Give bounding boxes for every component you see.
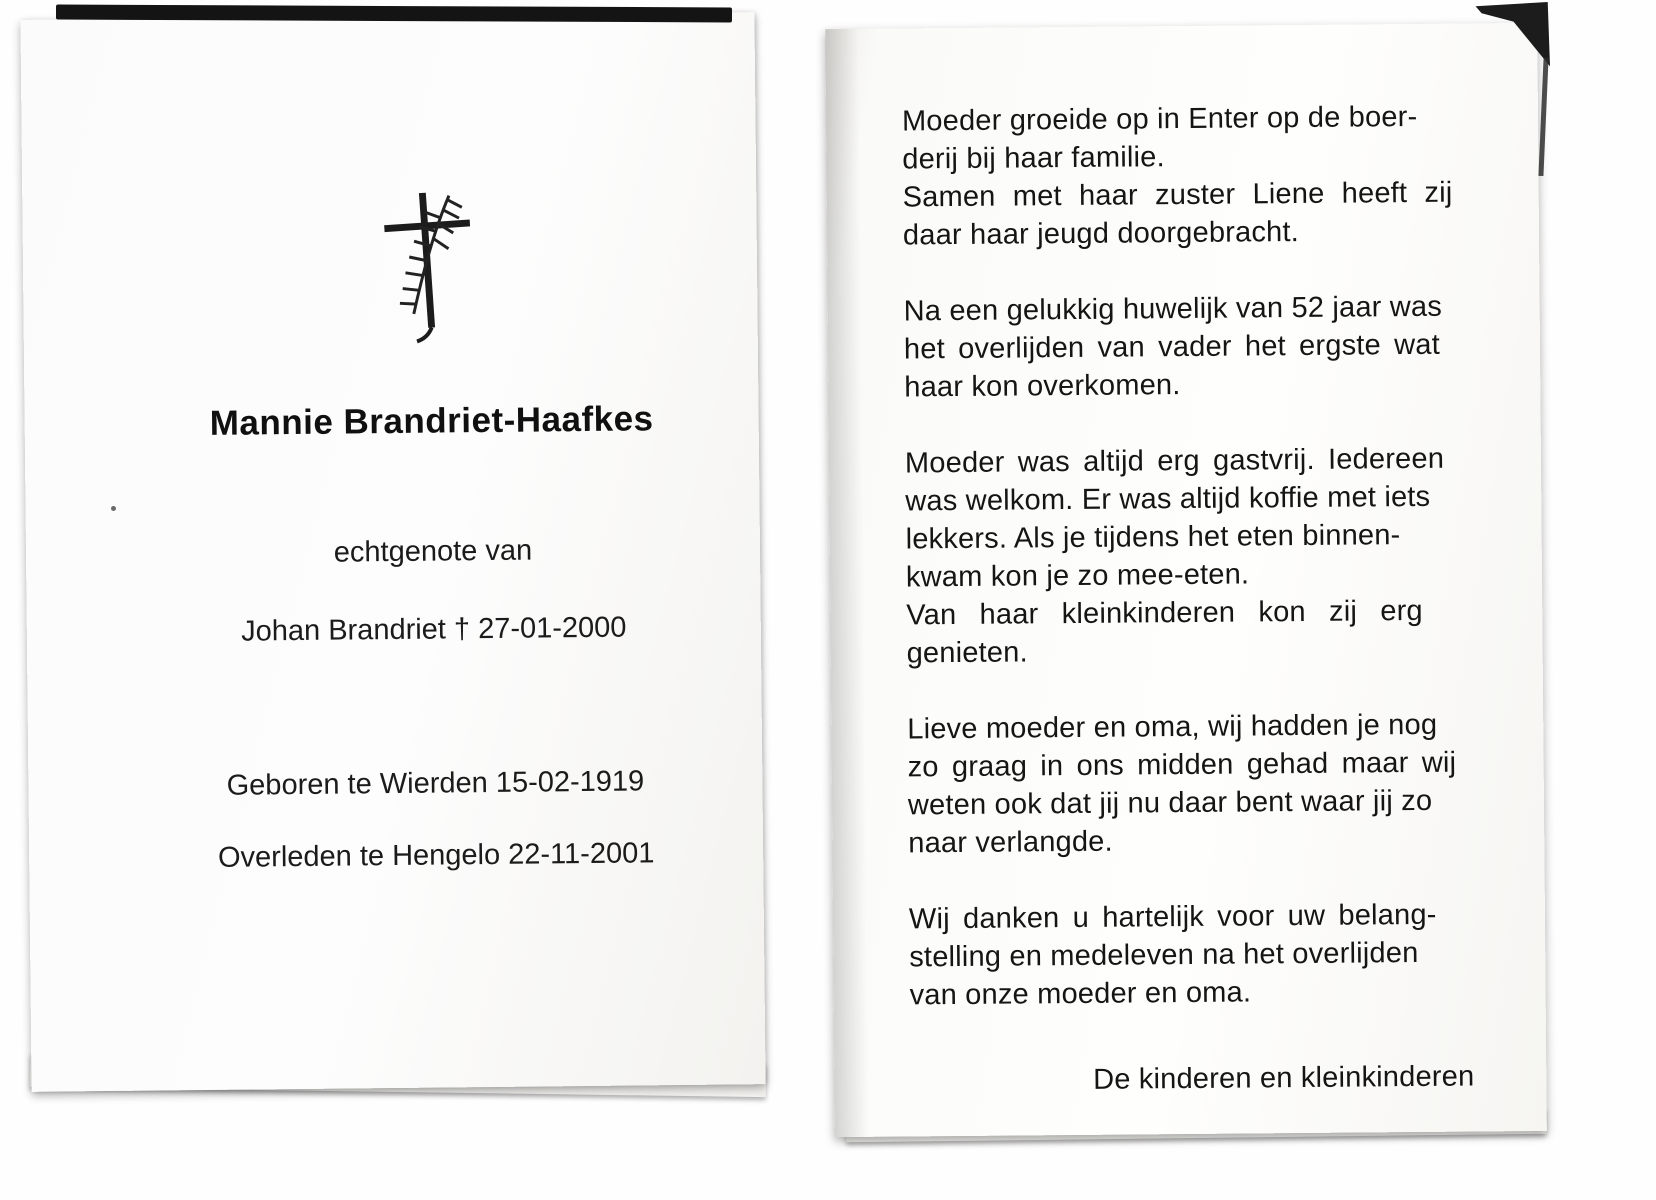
text-line: Van haar kleinkinderen kon zij erg xyxy=(906,594,1423,632)
text-line: Na een gelukkig huwelijk van 52 jaar was xyxy=(903,290,1443,328)
death-line: Overleden te Hengelo 22-11-2001 xyxy=(217,837,655,874)
paragraph-marriage xyxy=(903,288,1470,407)
text-line: derij bij haar familie. xyxy=(902,141,1165,176)
text-line: het overlijden van vader het ergste wat xyxy=(903,328,1441,366)
relation-line: echtgenote van xyxy=(333,534,533,569)
birth-line: Geboren te Wierden 15-02-1919 xyxy=(226,765,645,802)
text-line: Wij danken u hartelijk voor uw belang- xyxy=(908,898,1437,936)
signature-line: De kinderen en kleinkinderen xyxy=(1092,1060,1475,1096)
text-line: weten ook dat jij nu daar bent waar jij zo xyxy=(907,784,1433,822)
cross-icon xyxy=(110,180,750,360)
memorial-card-inside xyxy=(825,23,1547,1137)
text-line: Samen met haar zuster Liene heeft zij xyxy=(902,176,1453,214)
text-line: naar verlangde. xyxy=(908,825,1113,860)
paragraph-youth xyxy=(902,98,1469,255)
text-line: genieten. xyxy=(906,636,1028,670)
memorial-card-front-content xyxy=(108,12,757,1091)
text-line: Moeder groeide op in Enter op de boer- xyxy=(901,100,1418,138)
text-line: kwam kon je zo mee-eten. xyxy=(905,558,1250,594)
text-line: daar haar jeugd doorgebracht. xyxy=(902,216,1300,252)
paragraph-farewell xyxy=(907,705,1474,862)
paragraph-hospitality xyxy=(905,440,1473,673)
text-line: was welkom. Er was altijd koffie met iets xyxy=(905,480,1431,518)
text-line: lekkers. Als je tijdens het eten binnen- xyxy=(905,519,1401,556)
deceased-name: Mannie Brandriet-Haafkes xyxy=(209,399,654,443)
text-line: zo graag in ons midden gehad maar wij xyxy=(907,746,1457,784)
memorial-text xyxy=(902,98,1477,1101)
scan-edge-artifact-top xyxy=(56,5,732,23)
text-line: Moeder was altijd erg gastvrij. Iedereen xyxy=(904,442,1445,480)
paragraph-thanks xyxy=(909,895,1476,1014)
spouse-line: Johan Brandriet † 27-01-2000 xyxy=(240,611,627,648)
text-line: haar kon overkomen. xyxy=(904,369,1181,404)
memorial-card-front xyxy=(20,12,765,1092)
scan-speck xyxy=(111,506,116,511)
scan-edge-artifact-right xyxy=(1538,58,1548,176)
text-line: van onze moeder en oma. xyxy=(909,976,1252,1012)
text-line: Lieve moeder en oma, wij hadden je nog xyxy=(907,708,1438,746)
text-line: stelling en medeleven na het overlijden xyxy=(909,936,1419,974)
